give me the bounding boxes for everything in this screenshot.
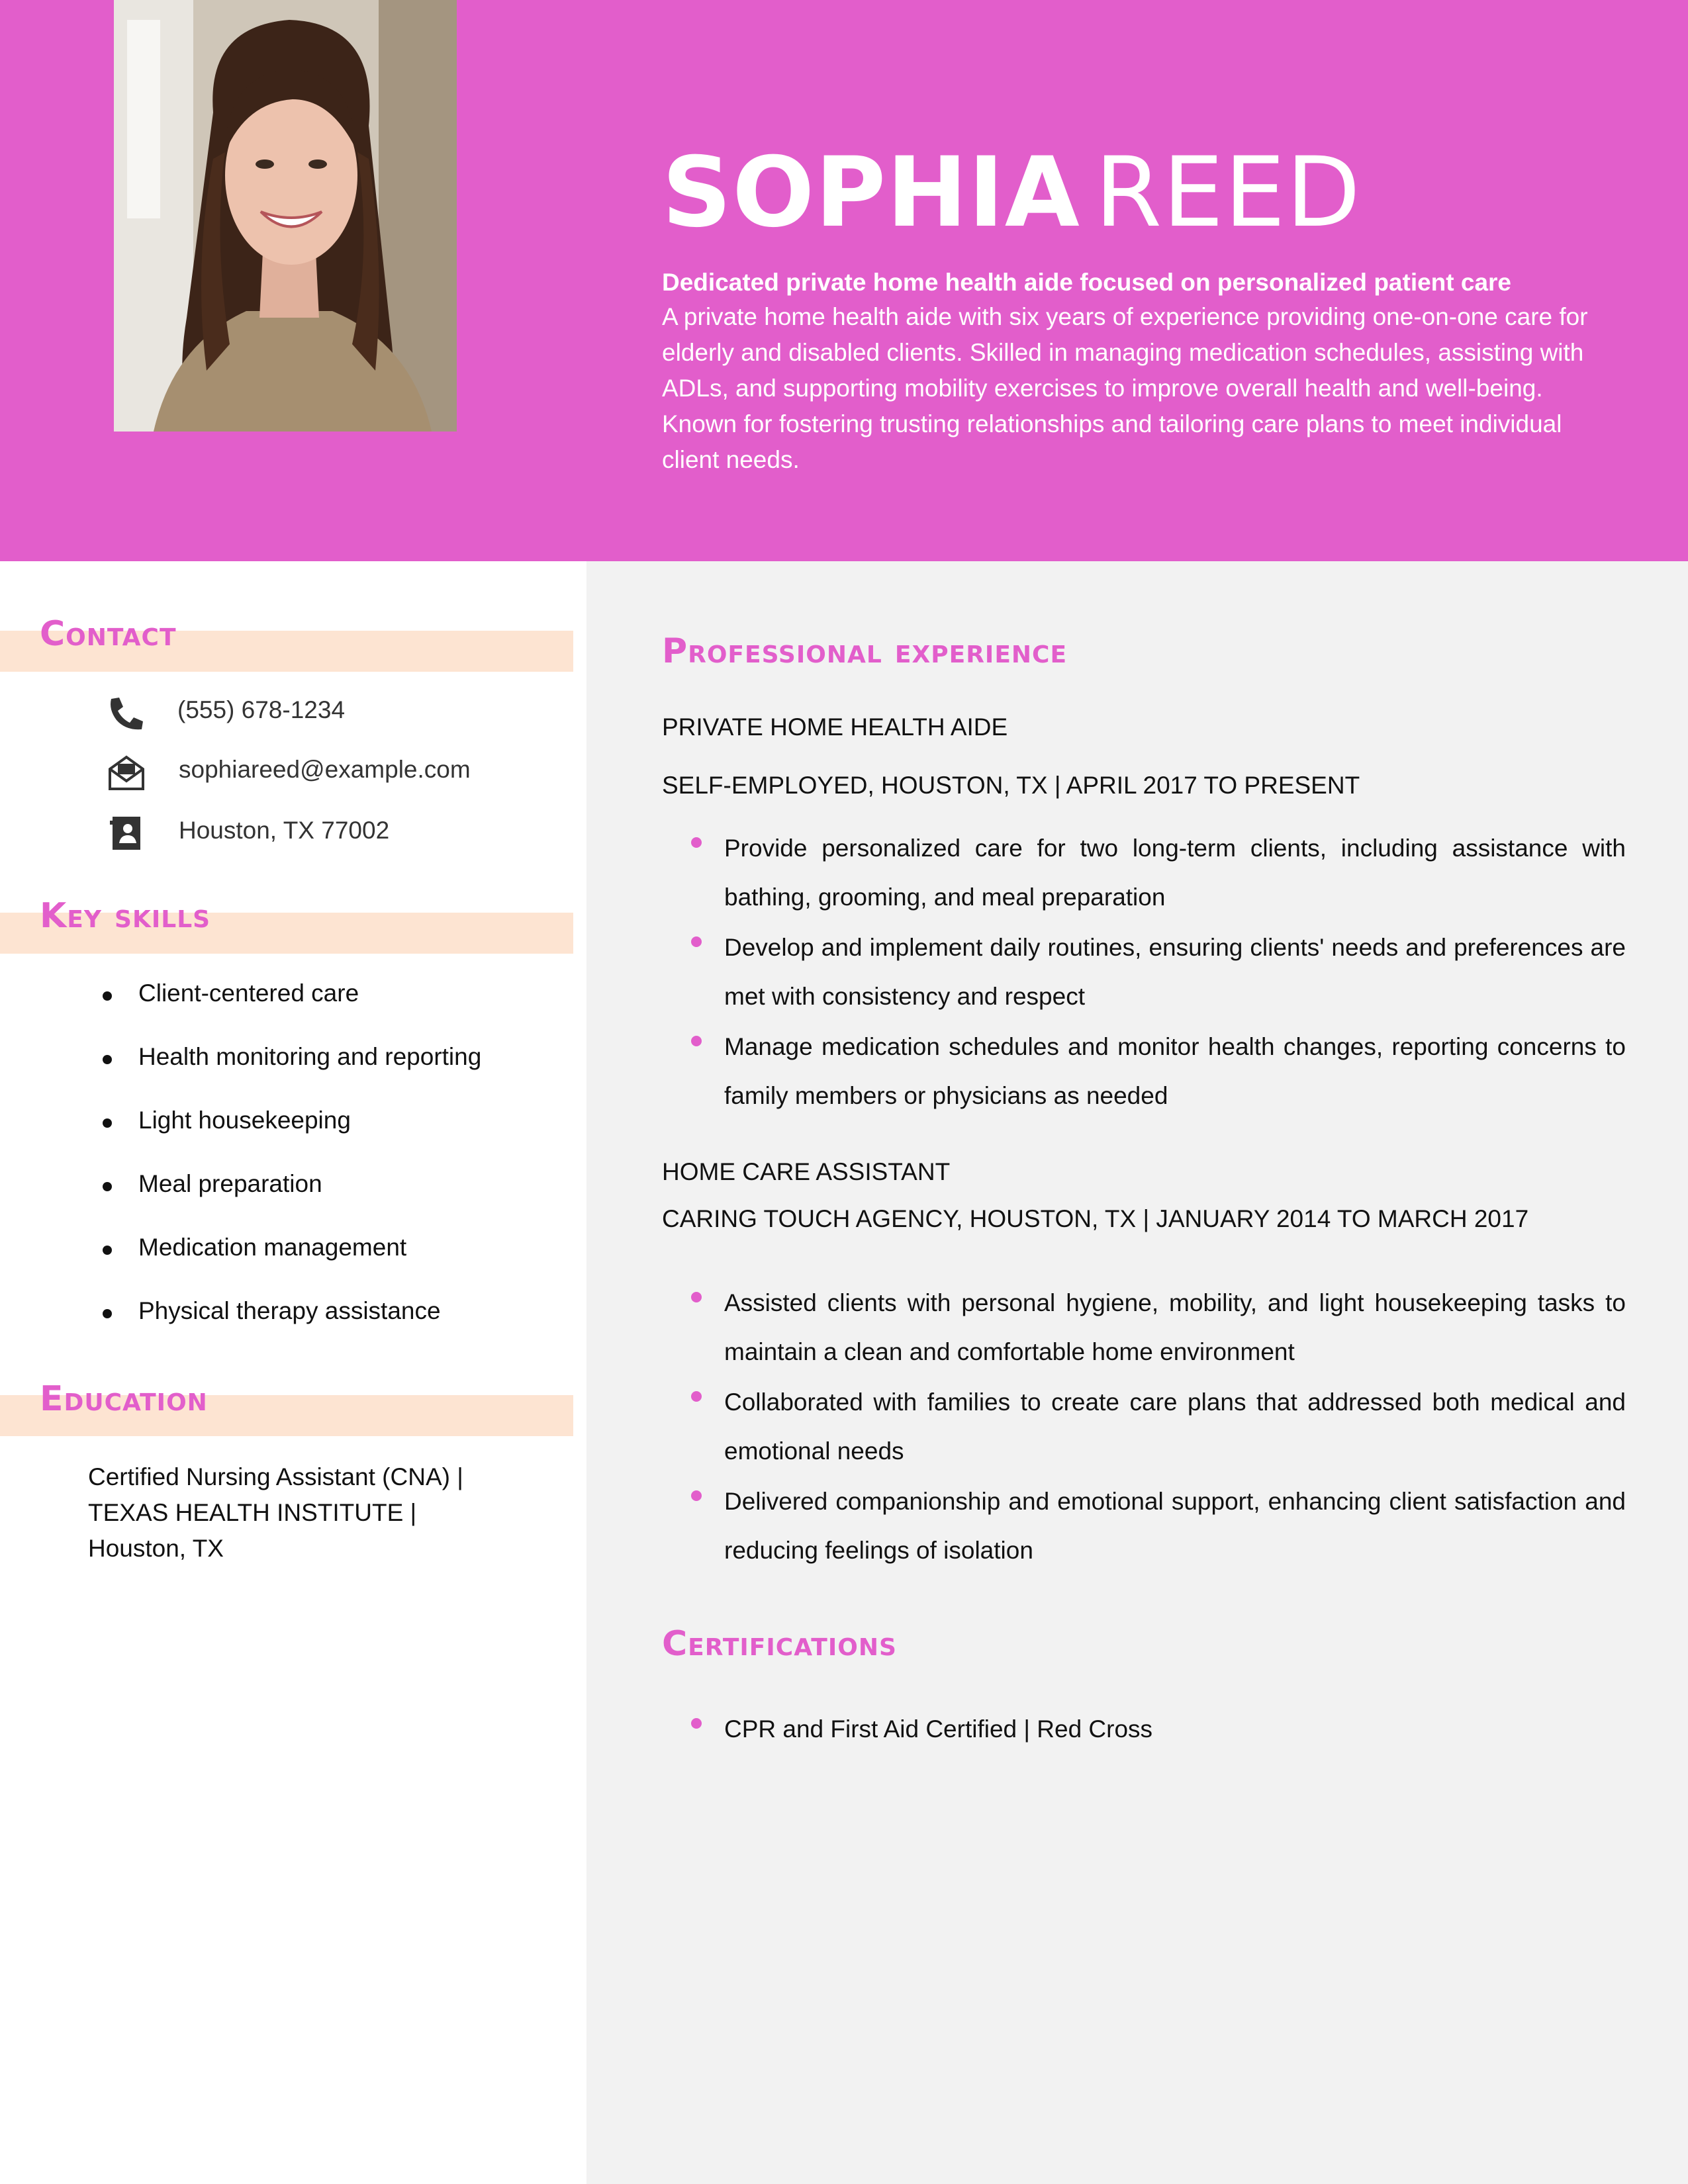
contact-location-row [0,810,573,856]
experience-bullet [662,1378,1626,1476]
experience-bullet [662,1023,1626,1120]
contact-heading: Contact [40,614,177,654]
experience-bullet [662,1477,1626,1575]
summary: A private home health aide with six years of experience providing one-on-one care for elderly and disabled clients. Skilled in managing medication schedules, assisting with ADLs, and supporting mobility exercises to improve overall health and well-being. Known for fostering trusting relationships and tailoring care plans to meet individual client needs. [662,303,1588,473]
job-title: PRIVATE HOME HEALTH AIDE [662,713,1008,741]
skill-text: Physical therapy assistance [138,1297,441,1324]
bullet-dot [691,1391,702,1402]
bullet-dot [103,1118,112,1128]
bullet-dot [691,1490,702,1501]
bullet-dot [103,991,112,1001]
skill-text: Meal preparation [138,1170,322,1197]
contact-email[interactable]: sophiareed@example.com [179,756,471,783]
skill-text: Light housekeeping [138,1107,351,1134]
experience-bullet [662,824,1626,922]
job-employer: SELF-EMPLOYED, HOUSTON, TX | APRIL 2017 TO PRESENT [662,772,1360,799]
experience-heading: Professional experience [662,631,1068,671]
envelope-icon [106,754,147,792]
skill-item [0,1039,573,1079]
contact-email-row [0,749,573,796]
skill-text: Client-centered care [138,979,359,1007]
bullet-text: Provide personalized care for two long-term clients, including assistance with bathing, grooming, and meal preparation [724,835,1626,911]
tagline: Dedicated private home health aide focused on personalized patient care [662,269,1512,296]
experience-bullet [662,923,1626,1021]
skill-text: Medication management [138,1234,407,1261]
skill-item [0,976,573,1015]
skill-item [0,1103,573,1142]
skills-heading: Key skills [40,896,211,936]
bullet-dot [691,837,702,848]
bullet-text: Delivered companionship and emotional support, enhancing client satisfaction and reducing feelings of isolation [724,1488,1626,1564]
header-band [0,0,1688,561]
contact-card-icon [106,815,147,852]
bullet-dot [691,936,702,947]
bullet-text: Develop and implement daily routines, ensuring clients' needs and preferences are met with consistency and respect [724,934,1626,1010]
certifications-heading: Certifications [662,1624,897,1664]
experience-bullet [662,1279,1626,1377]
skill-item [0,1293,573,1333]
bullet-dot [103,1182,112,1191]
job-employer: CARING TOUCH AGENCY, HOUSTON, TX | JANUARY 2014 TO MARCH 2017 [662,1205,1529,1232]
skill-item [0,1166,573,1206]
bullet-text: Assisted clients with personal hygiene, mobility, and light housekeeping tasks to maintain a clean and comfortable home environment [724,1289,1626,1365]
certification-text: CPR and First Aid Certified | Red Cross [724,1715,1153,1743]
job-title: HOME CARE ASSISTANT [662,1158,951,1185]
bullet-text: Collaborated with families to create care plans that addressed both medical and emotional needs [724,1388,1626,1465]
skill-text: Health monitoring and reporting [138,1043,482,1070]
profile-photo [114,0,457,432]
skill-item [0,1230,573,1269]
education-entry: Certified Nursing Assistant (CNA) | TEXAS HEALTH INSTITUTE | Houston, TX [88,1463,463,1562]
bullet-dot [691,1292,702,1302]
bullet-dot [691,1718,702,1729]
first-name: SOPHIA [662,136,1080,249]
bullet-dot [103,1055,112,1064]
contact-phone-row [0,690,573,736]
education-heading: Education [40,1379,208,1419]
bullet-dot [691,1036,702,1046]
certification-item [662,1705,1626,1754]
contact-location: Houston, TX 77002 [179,817,390,844]
phone-icon [106,695,147,732]
bullet-text: Manage medication schedules and monitor health changes, reporting concerns to family members or physicians as needed [724,1033,1626,1109]
contact-phone[interactable]: (555) 678-1234 [177,696,346,723]
candidate-name [662,130,1361,255]
bullet-dot [103,1309,112,1318]
bullet-dot [103,1246,112,1255]
last-name: REED [1094,136,1362,249]
